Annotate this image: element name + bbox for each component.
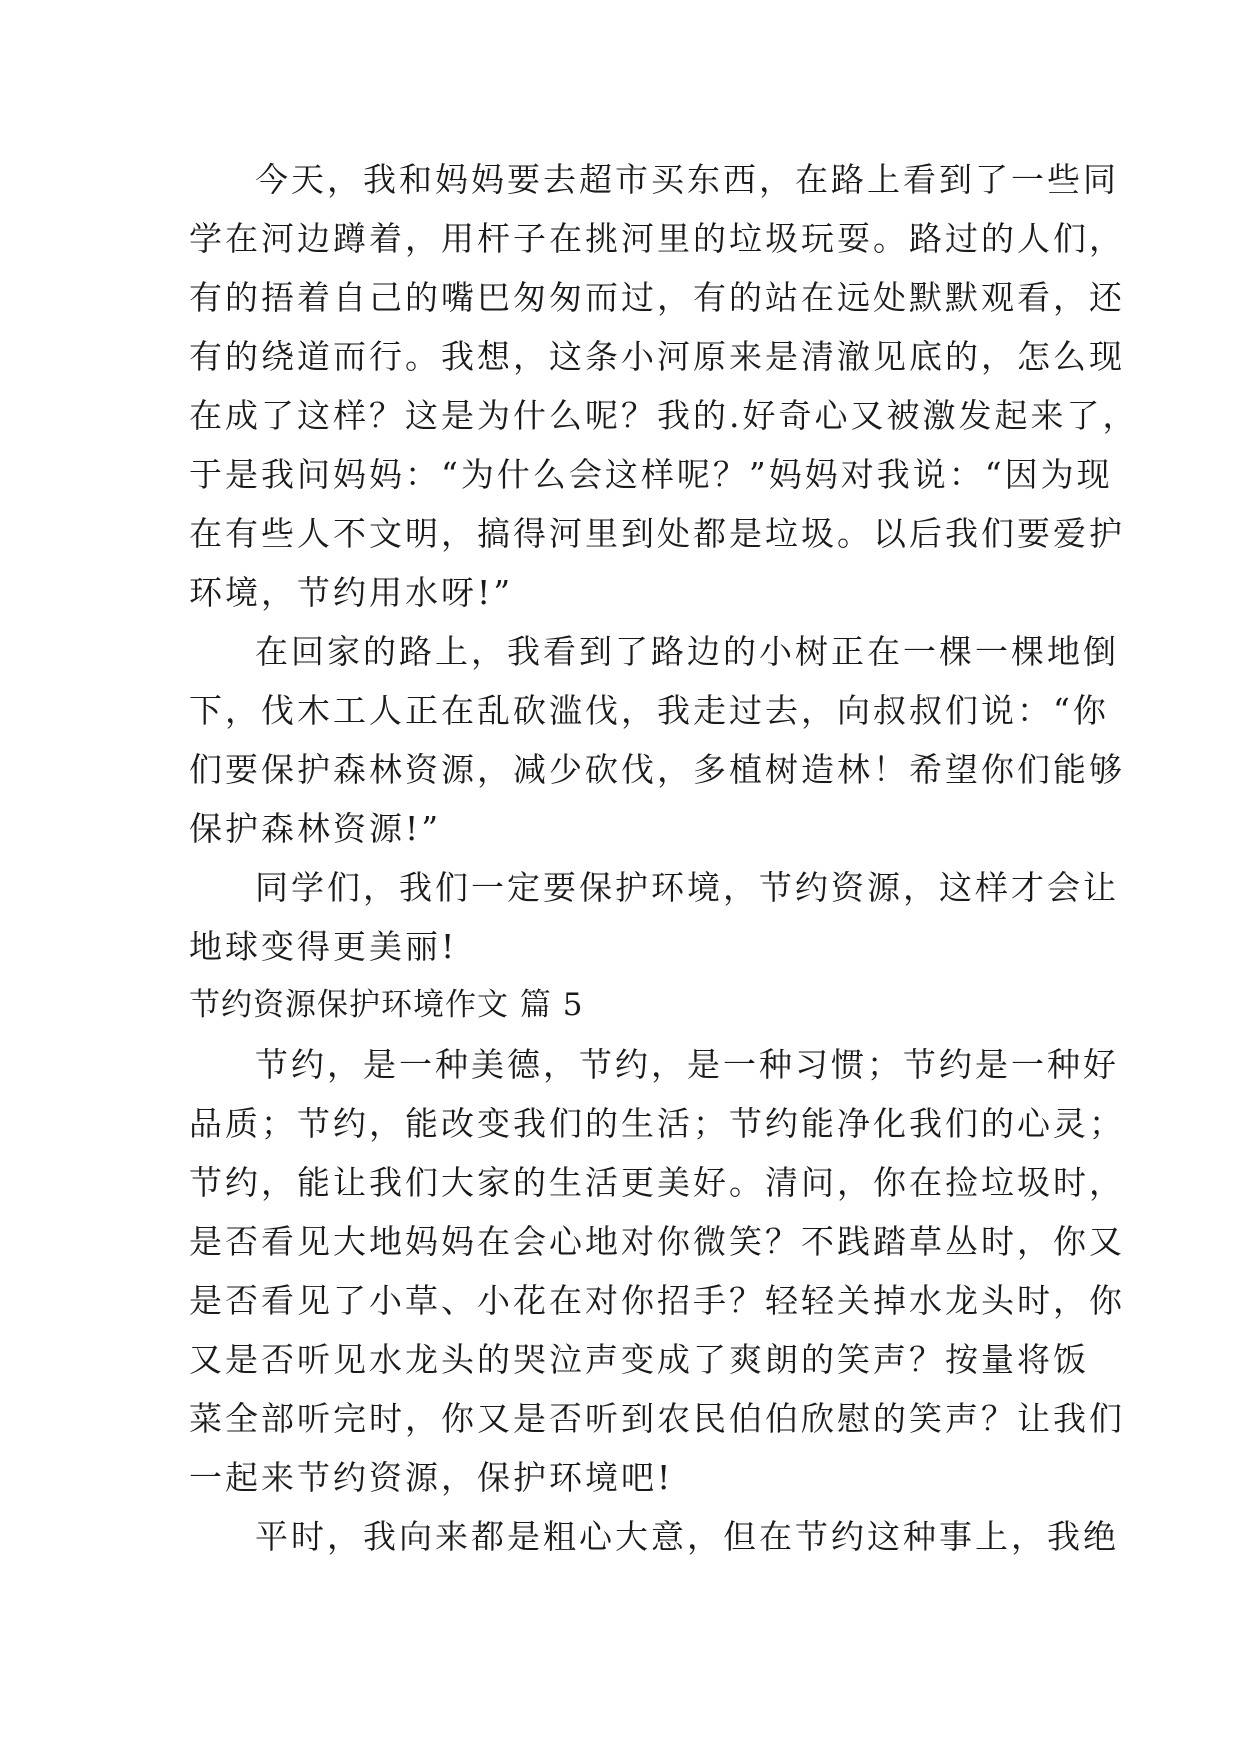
text-line: 又是否听见水龙头的哭泣声变成了爽朗的笑声？按量将饭: [189, 1340, 1089, 1379]
text-line: 菜全部听完时，你又是否听到农民伯伯欣慰的笑声？让我们: [189, 1399, 1125, 1438]
text-line: 下，伐木工人正在乱砍滥伐，我走过去，向叔叔们说：“你: [189, 691, 1109, 730]
section-heading: 节约资源保护环境作文 篇 5: [189, 987, 584, 1023]
essay-body: [189, 150, 1139, 1566]
text-line: 在有些人不文明，搞得河里到处都是垃圾。以后我们要爱护: [189, 514, 1125, 553]
text-line: 平时，我向来都是粗心大意，但在节约这种事上，我绝: [255, 1517, 1119, 1556]
text-line: 品质；节约，能改变我们的生活；节约能净化我们的心灵；: [189, 1104, 1125, 1143]
text-line: 保护森林资源!”: [189, 809, 442, 848]
text-line: 地球变得更美丽!: [189, 927, 458, 966]
text-line: 节约，能让我们大家的生活更美好。清问，你在捡垃圾时，: [189, 1163, 1125, 1202]
text-line: 有的捂着自己的嘴巴匆匆而过，有的站在远处默默观看，还: [189, 278, 1125, 317]
text-line: 今天，我和妈妈要去超市买东西，在路上看到了一些同: [255, 160, 1119, 199]
paragraph-2: [189, 622, 1125, 858]
text-line: 是否看见大地妈妈在会心地对你微笑？不践踏草丛时，你又: [189, 1222, 1125, 1261]
paragraph-1: [189, 150, 1139, 622]
paragraph-5: [189, 1507, 1119, 1566]
paragraph-4: [189, 1035, 1125, 1507]
text-line: 于是我问妈妈：“为什么会这样呢？”妈妈对我说：“因为现: [189, 455, 1113, 494]
text-line: 同学们，我们一定要保护环境，节约资源，这样才会让: [255, 868, 1119, 907]
text-line: 是否看见了小草、小花在对你招手？轻轻关掉水龙头时，你: [189, 1281, 1125, 1320]
text-line: 学在河边蹲着，用杆子在挑河里的垃圾玩耍。路过的人们，: [189, 219, 1125, 258]
text-line: 节约，是一种美德，节约，是一种习惯；节约是一种好: [255, 1045, 1119, 1084]
text-line: 们要保护森林资源，减少砍伐，多植树造林！希望你们能够: [189, 750, 1125, 789]
text-line: 环境，节约用水呀!”: [189, 573, 514, 612]
text-line: 在成了这样？这是为什么呢？我的.好奇心又被激发起来了，: [189, 396, 1139, 435]
text-line: 一起来节约资源，保护环境吧!: [189, 1458, 674, 1497]
text-line: 在回家的路上，我看到了路边的小树正在一棵一棵地倒: [255, 632, 1119, 671]
paragraph-3: [189, 858, 1119, 976]
text-line: 有的绕道而行。我想，这条小河原来是清澈见底的，怎么现: [189, 337, 1125, 376]
